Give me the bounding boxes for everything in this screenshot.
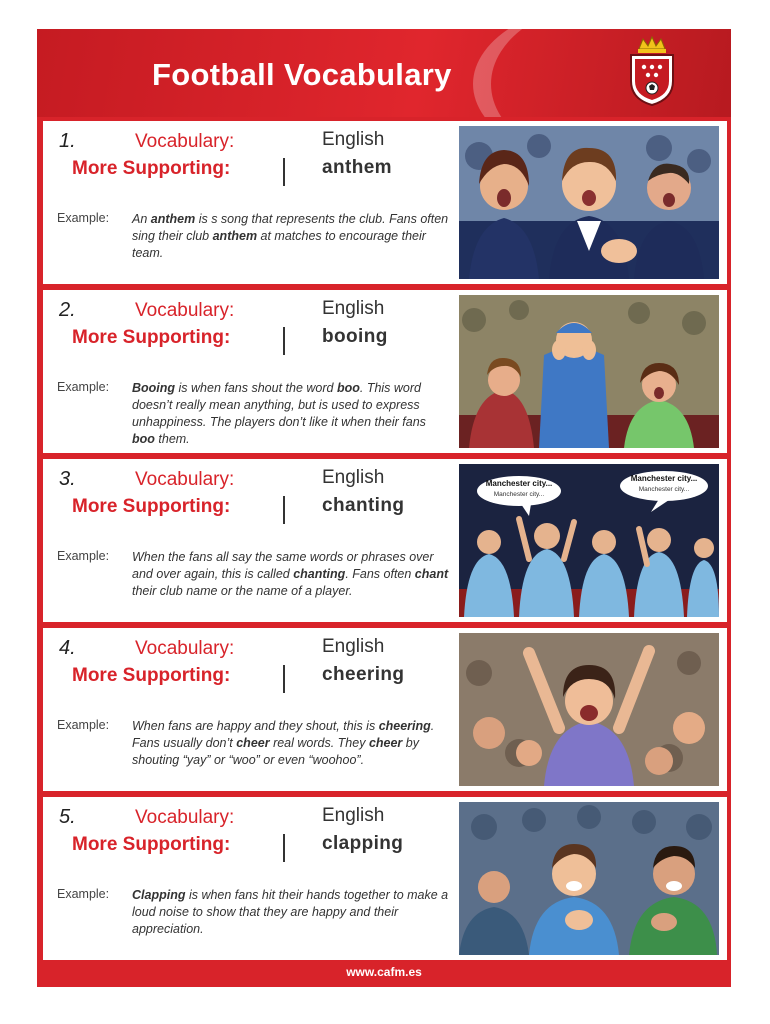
speech-bubble-text: Manchester city... [638, 486, 690, 493]
example-text: When the fans all say the same words or phrases over and over again, this is called chanting. Fans often chant their club name or the name of a player. [132, 550, 449, 598]
example-label: Example: [57, 549, 110, 563]
vocabulary-label: Vocabulary: [135, 131, 235, 152]
language-label: English [322, 129, 385, 150]
vocabulary-label: Vocabulary: [135, 807, 235, 828]
booing-fans-illustration [459, 295, 719, 448]
vocab-word: clapping [322, 833, 404, 854]
emphasized-term: chant [414, 567, 449, 581]
example-label: Example: [57, 718, 110, 732]
vocabulary-sheet [37, 29, 731, 987]
vocab-word: chanting [322, 495, 405, 516]
speech-bubble-text: Manchester city... [630, 474, 698, 483]
clapping-fans-illustration [459, 802, 719, 955]
vocab-card-clapping [43, 797, 727, 960]
vocabulary-label: Vocabulary: [135, 469, 235, 490]
emphasized-term: cheering [378, 719, 431, 733]
vocabulary-label: Vocabulary: [135, 638, 235, 659]
category-label: More Supporting: [72, 158, 231, 179]
speech-bubble-text: Manchester city... [485, 479, 553, 488]
anthem-fans-illustration [459, 126, 719, 279]
vocab-card-anthem [43, 121, 727, 284]
item-number: 4. [59, 637, 76, 659]
page-title: Football Vocabulary [152, 57, 452, 92]
example-text: When fans are happy and they shout, this is cheering. Fans usually don’t cheer real words. They cheer by shouting “yay” or “woo” or even “woohoo”. [132, 719, 435, 767]
emphasized-term: Clapping [132, 888, 186, 902]
divider [283, 158, 285, 186]
vocab-word: booing [322, 326, 388, 347]
emphasized-term: cheer [236, 736, 270, 750]
emphasized-term: anthem [150, 212, 196, 226]
example-label: Example: [57, 211, 110, 225]
vocab-card-booing [43, 290, 727, 453]
category-label: More Supporting: [72, 665, 231, 686]
vocab-word: anthem [322, 157, 392, 178]
example-label: Example: [57, 887, 110, 901]
example-text: An anthem is s song that represents the club. Fans often sing their club anthem at matches to encourage their team. [132, 212, 449, 260]
chanting-fans-illustration [459, 464, 719, 617]
language-label: English [322, 467, 385, 488]
speech-bubble-text: Manchester city... [493, 491, 545, 498]
vocab-card-chanting [43, 459, 727, 622]
example-text: Clapping is when fans hit their hands together to make a loud noise to show that they are happy and their appreciation. [132, 888, 449, 936]
category-label: More Supporting: [72, 834, 231, 855]
language-label: English [322, 298, 385, 319]
divider [283, 665, 285, 693]
emphasized-term: Booing [132, 381, 176, 395]
emphasized-term: boo [132, 432, 155, 446]
emphasized-term: chanting [293, 567, 346, 581]
footer-url[interactable]: www.cafm.es [346, 965, 422, 979]
header-banner [37, 29, 731, 117]
item-number: 1. [59, 130, 76, 152]
divider [283, 834, 285, 862]
example-text: Booing is when fans shout the word boo. This word doesn’t really mean anything, but is used to express unhappiness. The players don’t like it when their fans boo them. [132, 381, 426, 446]
vocab-card-cheering [43, 628, 727, 791]
emphasized-term: cheer [368, 736, 403, 750]
language-label: English [322, 636, 385, 657]
cheering-fans-illustration [459, 633, 719, 786]
example-label: Example: [57, 380, 110, 394]
item-number: 5. [59, 806, 76, 828]
emphasized-term: boo [336, 381, 360, 395]
language-label: English [322, 805, 385, 826]
item-number: 3. [59, 468, 76, 490]
vocab-word: cheering [322, 664, 405, 685]
divider [283, 327, 285, 355]
vocabulary-label: Vocabulary: [135, 300, 235, 321]
emphasized-term: anthem [212, 229, 258, 243]
divider [283, 496, 285, 524]
item-number: 2. [59, 299, 76, 321]
header-swoosh [473, 29, 731, 117]
category-label: More Supporting: [72, 327, 231, 348]
category-label: More Supporting: [72, 496, 231, 517]
club-crest-icon [625, 35, 679, 107]
